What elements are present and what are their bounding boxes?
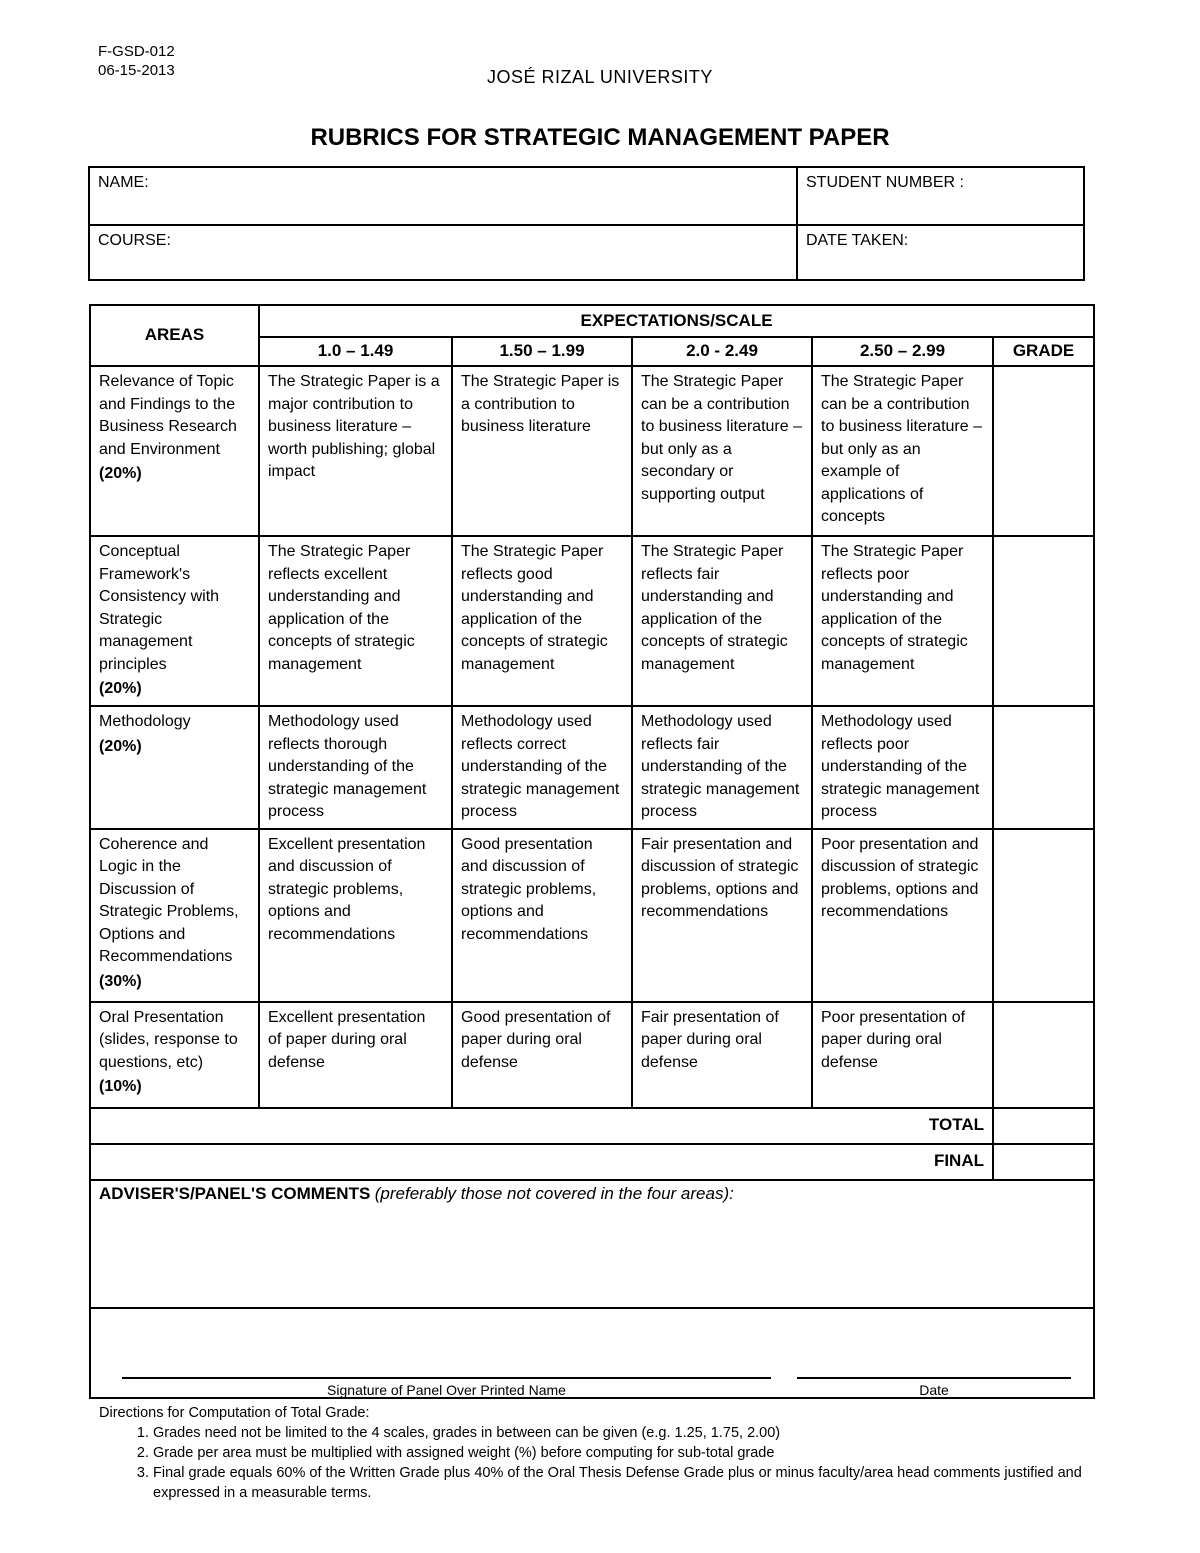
area-label: Relevance of Topic and Findings to the Business Research and Environment [99,373,237,458]
university-name: JOSÉ RIZAL UNIVERSITY [487,67,713,87]
final-grade-cell[interactable] [993,1144,1094,1180]
area-label: Oral Presentation (slides, response to questions, etc) [99,1008,238,1071]
date-taken-field[interactable]: DATE TAKEN: [806,232,909,249]
table-row [90,1002,1094,1108]
area-cell [90,829,259,1002]
criteria-cell: The Strategic Paper reflects fair understanding and application of the concepts of strategic management [632,536,812,706]
area-cell [90,366,259,536]
criteria-cell: Poor presentation of paper during oral defense [812,1002,993,1108]
criteria-cell: Good presentation and discussion of strategic problems, options and recommendations [452,829,632,1002]
criteria-cell: The Strategic Paper is a major contribution to business literature – worth publishing; global impact [259,366,452,536]
rubric-table [89,304,1095,1399]
area-weight: (20%) [99,680,142,697]
criteria-cell: The Strategic Paper reflects poor understanding and application of the concepts of strategic management [812,536,993,706]
criteria-cell: Fair presentation of paper during oral defense [632,1002,812,1108]
directions-list [99,1423,1089,1503]
grade-cell[interactable] [993,536,1094,706]
name-field[interactable]: NAME: [98,174,149,191]
criteria-cell: The Strategic Paper reflects excellent understanding and application of the concepts of strategic management [259,536,452,706]
final-label: FINAL [90,1144,993,1180]
table-row [90,536,1094,706]
table-row [90,366,1094,536]
list-item: 2. Grade per area must be multiplied with assigned weight (%) before computing for sub-total grade [153,1443,1089,1463]
grade-cell[interactable] [993,706,1094,829]
criteria-cell: The Strategic Paper is a contribution to business literature [452,366,632,536]
comments-label: ADVISER'S/PANEL'S COMMENTS [99,1183,371,1203]
criteria-cell: Excellent presentation of paper during oral defense [259,1002,452,1108]
form-date: 06-15-2013 [98,62,175,79]
directions-heading: Directions for Computation of Total Grade: [99,1405,370,1421]
list-item: 3. Final grade equals 60% of the Written Grade plus 40% of the Oral Thesis Defense Grade plus or minus faculty/area head comments justified and expressed in a measurable terms. [153,1463,1089,1503]
criteria-cell: Methodology used reflects thorough understanding of the strategic management process [259,706,452,829]
date-label: Date [919,1381,949,1398]
expectations-header: EXPECTATIONS/SCALE [259,305,1094,337]
comments-area[interactable] [90,1180,1094,1308]
list-item: 1. Grades need not be limited to the 4 scales, grades in between can be given (e.g. 1.25, 1.75, 2.00) [153,1423,1089,1443]
total-label: TOTAL [90,1108,993,1144]
comments-note: (preferably those not covered in the four areas): [374,1183,734,1203]
criteria-cell: Good presentation of paper during oral defense [452,1002,632,1108]
area-weight: (30%) [99,972,142,990]
areas-header: AREAS [90,305,259,366]
area-weight: (20%) [99,737,142,755]
area-cell [90,1002,259,1108]
grade-cell[interactable] [993,829,1094,1002]
criteria-cell: The Strategic Paper can be a contribution to business literature – but only as a secondary or supporting output [632,366,812,536]
grade-cell[interactable] [993,366,1094,536]
signature-label: Signature of Panel Over Printed Name [327,1381,566,1398]
criteria-cell: Fair presentation and discussion of strategic problems, options and recommendations [632,829,812,1002]
student-number-field[interactable]: STUDENT NUMBER : [806,174,964,191]
area-cell [90,706,259,829]
criteria-cell: Methodology used reflects correct understanding of the strategic management process [452,706,632,829]
area-weight: (10%) [99,1078,142,1095]
student-info-box [88,166,1085,281]
criteria-cell: Poor presentation and discussion of strategic problems, options and recommendations [812,829,993,1002]
criteria-cell: Excellent presentation and discussion of strategic problems, options and recommendations [259,829,452,1002]
criteria-cell: Methodology used reflects fair understanding of the strategic management process [632,706,812,829]
scale-header: 1.0 – 1.49 [259,337,452,366]
area-label: Conceptual Framework's Consistency with Strategic management principles [99,543,220,673]
total-grade-cell[interactable] [993,1108,1094,1144]
criteria-cell: The Strategic Paper can be a contribution to business literature – but only as an example of applications of concepts [812,366,993,536]
document-title: RUBRICS FOR STRATEGIC MANAGEMENT PAPER [310,124,890,151]
area-cell [90,536,259,706]
criteria-cell: Methodology used reflects poor understanding of the strategic management process [812,706,993,829]
directions-block [99,1403,1089,1503]
criteria-cell: The Strategic Paper reflects good understanding and application of the concepts of strategic management [452,536,632,706]
grade-cell[interactable] [993,1002,1094,1108]
area-weight: (20%) [99,465,142,482]
form-code: F-GSD-012 [98,43,175,60]
table-row [90,829,1094,1002]
signature-area [90,1308,1094,1398]
scale-header: 2.0 - 2.49 [632,337,812,366]
scale-header: 2.50 – 2.99 [812,337,993,366]
scale-header: 1.50 – 1.99 [452,337,632,366]
grade-header: GRADE [993,337,1094,366]
table-row [90,706,1094,829]
area-label: Coherence and Logic in the Discussion of Strategic Problems, Options and Recommendations [99,835,239,965]
course-field[interactable]: COURSE: [98,232,171,249]
area-label: Methodology [99,713,191,730]
